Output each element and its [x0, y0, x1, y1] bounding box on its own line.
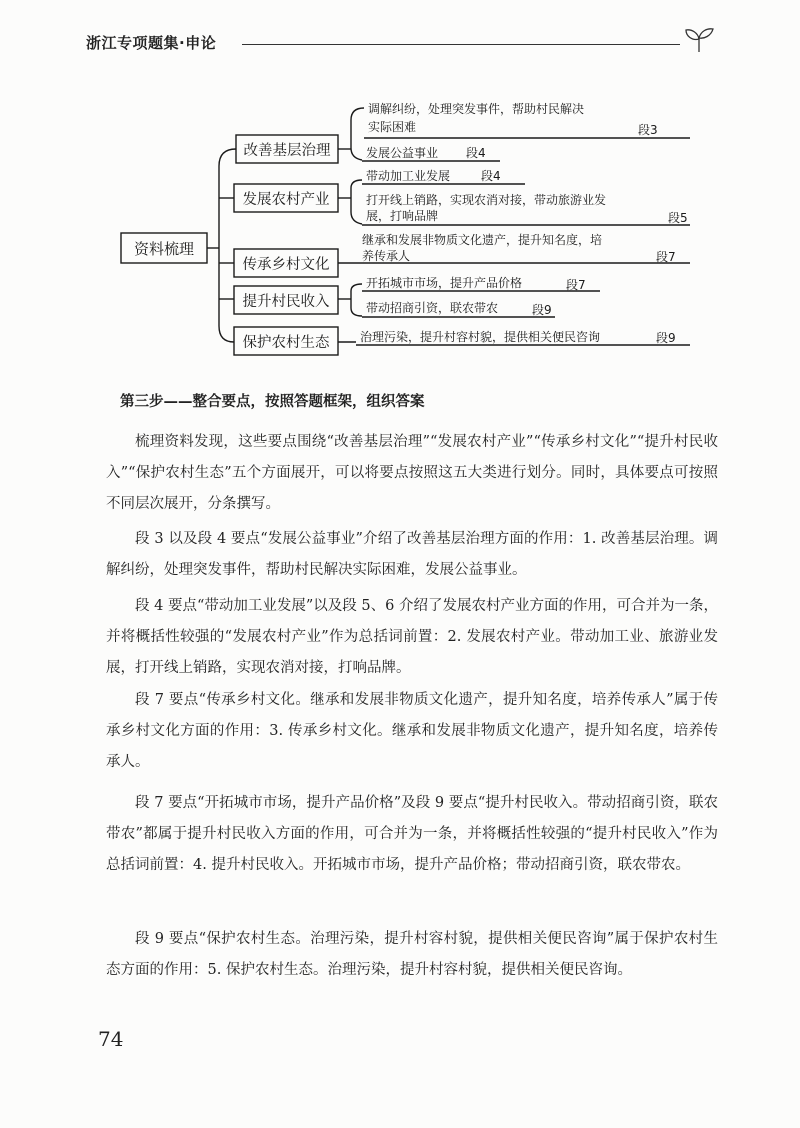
- body-paragraph: 段 3 以及段 4 要点“发展公益事业”介绍了改善基层治理方面的作用：1. 改善基层治理。调解纠纷，处理突发事件，帮助村民解决实际困难，发展公益事业。: [106, 531, 718, 578]
- mind-map-leaf-text: 发展公益事业: [366, 146, 439, 160]
- step-heading: 第三步——整合要点，按照答题框架，组织答案: [120, 394, 425, 410]
- mind-map-leaf-text: 养传承人: [362, 249, 411, 263]
- mind-map-leaf-ref: 段3: [638, 123, 658, 137]
- body-paragraph: 段 9 要点“保护农村生态。治理污染，提升村容村貌，提供相关便民咨询”属于保护农村生态方面的作用：5. 保护农村生态。治理污染，提升村容村貌，提供相关便民咨询。: [106, 931, 718, 978]
- body-paragraph: 段 7 要点“开拓城市市场，提升产品价格”及段 9 要点“提升村民收入。带动招商引资，联农带农”都属于提升村民收入方面的作用，可合并为一条，并将概括性较强的“提升村民收入”作为总括词前置：4. 提升村民收入。开拓城市市场，提升产品价格；带动招商引资，联农带农。: [106, 795, 718, 873]
- mind-map-diagram: [0, 0, 800, 380]
- mind-map-root-label: 资料梳理: [133, 240, 195, 258]
- body-paragraph: 梳理资料发现，这些要点围绕“改善基层治理”“发展农村产业”“传承乡村文化”“提升村民收入”“保护农村生态”五个方面展开，可以将要点按照这五大类进行划分。同时，具体要点可按照不同层次展开，分条撰写。: [106, 434, 718, 512]
- mind-map-leaf-text: 调解纠纷，处理突发事件，帮助村民解决: [368, 102, 585, 116]
- mind-map-leaf-text: 打开线上销路，实现农消对接，带动旅游业发: [366, 193, 607, 207]
- mind-map-leaf-text: 开拓城市市场，提升产品价格: [366, 276, 523, 290]
- mind-map-leaf-ref: 段7: [656, 250, 676, 264]
- mind-map-leaf-ref: 段9: [656, 331, 676, 345]
- mind-map-leaf-text: 实际困难: [368, 120, 417, 134]
- mind-map-leaf-text: 继承和发展非物质文化遗产，提升知名度，培: [362, 233, 603, 247]
- mind-map-leaf-ref: 段4: [481, 169, 501, 183]
- mind-map-leaf-ref: 段5: [668, 211, 688, 225]
- mind-map-branch-label: 传承乡村文化: [242, 257, 330, 273]
- book-title: 浙江专项题集·申论: [86, 34, 217, 52]
- mind-map-branch-label: 提升村民收入: [242, 294, 330, 310]
- mind-map-leaf-text: 带动加工业发展: [366, 169, 451, 183]
- page-number: 74: [98, 1027, 124, 1051]
- body-paragraph: 段 7 要点“传承乡村文化。继承和发展非物质文化遗产，提升知名度，培养传承人”属于传承乡村文化方面的作用：3. 传承乡村文化。继承和发展非物质文化遗产，提升知名度，培养传承人。: [106, 692, 718, 770]
- mind-map-leaf-text: 展，打响品牌: [366, 209, 439, 223]
- mind-map-leaf-ref: 段7: [566, 278, 586, 292]
- mind-map-branch-label: 保护农村生态: [242, 335, 330, 351]
- mind-map-leaf-text: 带动招商引资，联农带农: [366, 301, 499, 315]
- mind-map-leaf-ref: 段9: [532, 303, 552, 317]
- mind-map-branch-label: 发展农村产业: [242, 192, 330, 208]
- body-paragraph: 段 4 要点“带动加工业发展”以及段 5、6 介绍了发展农村产业方面的作用，可合并为一条，并将概括性较强的“发展农村产业”作为总括词前置：2. 发展农村产业。带动加工业、旅游业发展，打开线上销路，实现农消对接，打响品牌。: [106, 598, 718, 676]
- mind-map-branch-label: 改善基层治理: [243, 143, 331, 159]
- mind-map-leaf-ref: 段4: [466, 146, 486, 160]
- mind-map-leaf-text: 治理污染，提升村容村貌，提供相关便民咨询: [360, 330, 601, 344]
